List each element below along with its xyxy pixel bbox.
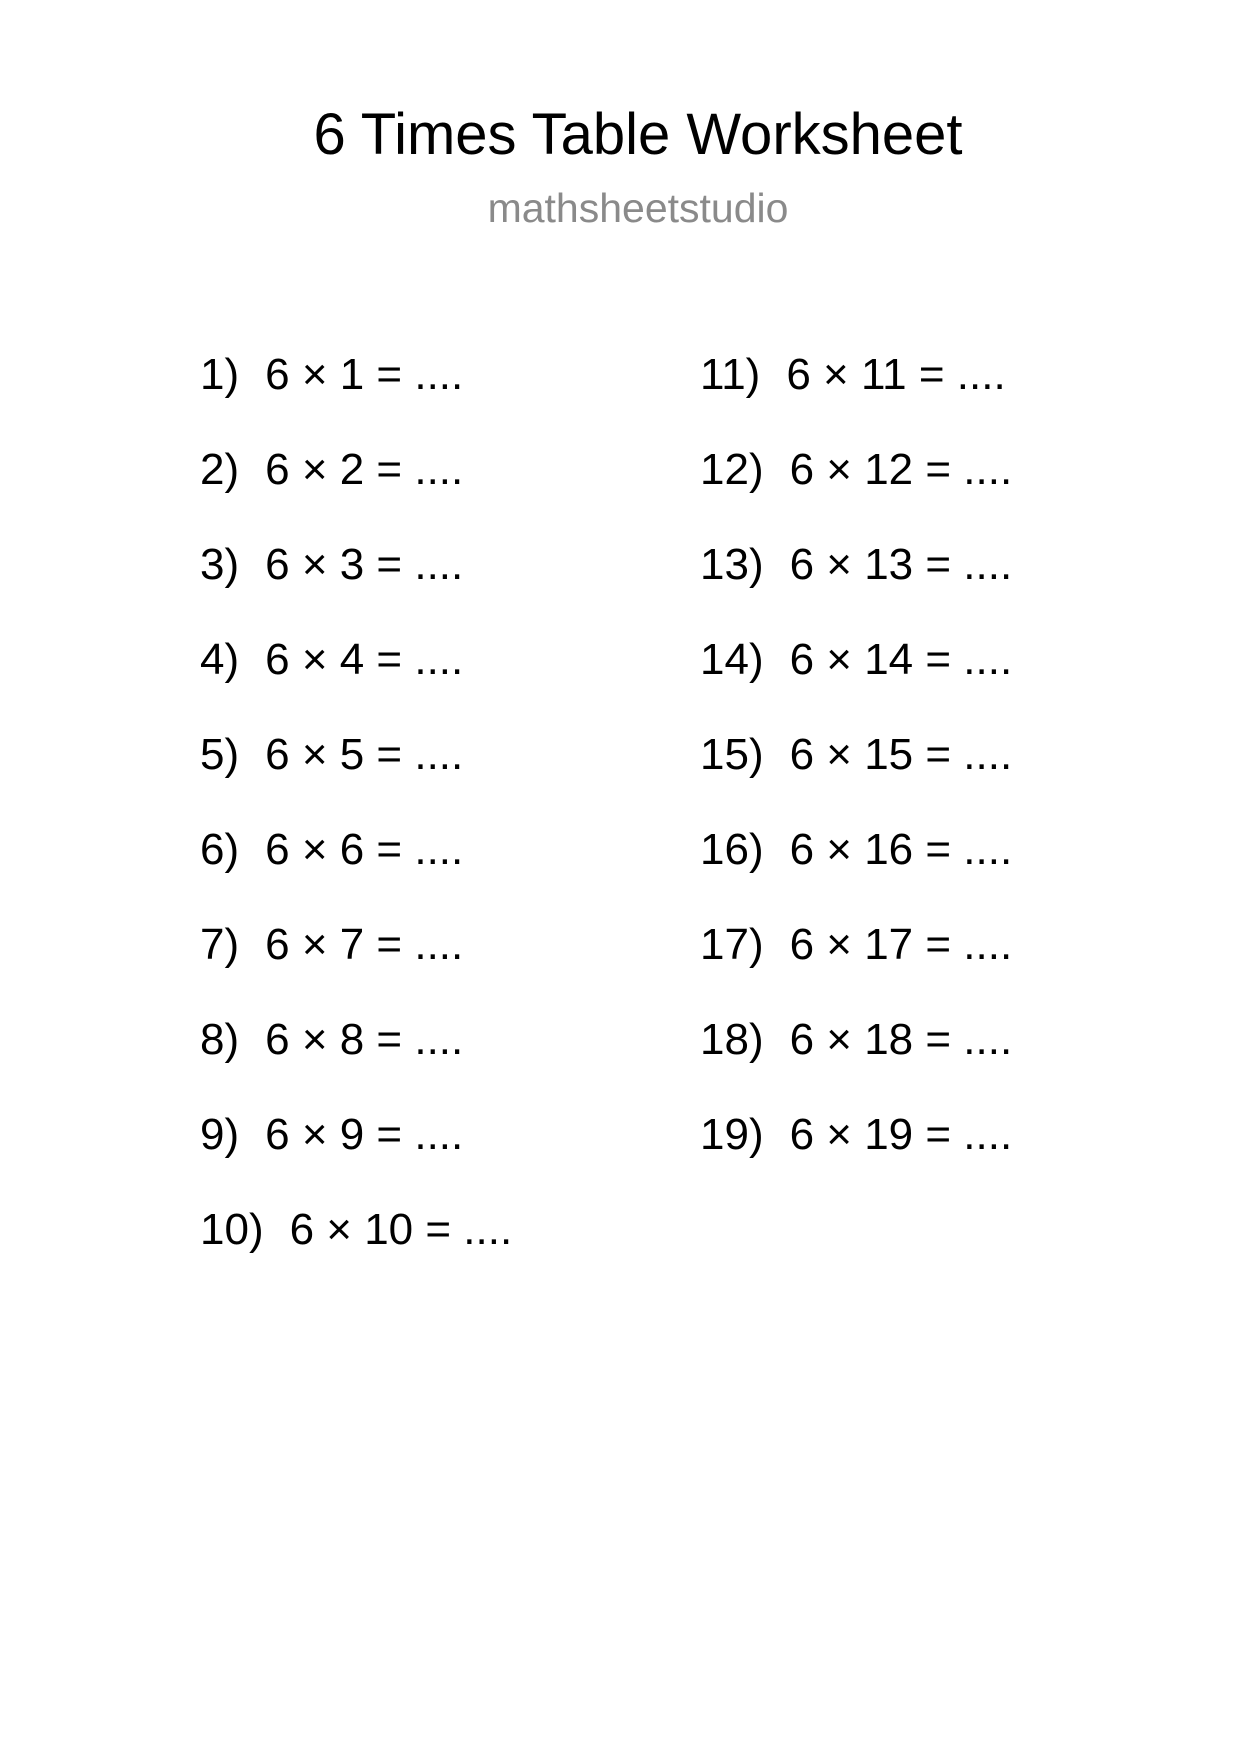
problem-expression: 6 × 1 = ....	[265, 350, 464, 399]
problem-item	[200, 535, 512, 630]
problem-number: 1)	[200, 350, 240, 399]
problem-item	[200, 1105, 512, 1200]
problem-expression: 6 × 12 = ....	[789, 445, 1013, 494]
problem-number: 2)	[200, 445, 240, 494]
problem-expression: 6 × 16 = ....	[789, 825, 1013, 874]
problem-expression: 6 × 8 = ....	[265, 1015, 464, 1064]
page-subtitle: mathsheetstudio	[487, 185, 789, 231]
problem-expression: 6 × 17 = ....	[789, 920, 1013, 969]
problem-expression: 6 × 18 = ....	[789, 1015, 1013, 1064]
problem-item	[200, 1010, 512, 1105]
problem-expression: 6 × 13 = ....	[789, 540, 1013, 589]
problem-item	[700, 1010, 1012, 1105]
problem-expression: 6 × 11 = ....	[786, 350, 1006, 399]
problem-expression: 6 × 6 = ....	[265, 825, 464, 874]
problem-number: 11)	[700, 350, 761, 399]
problem-number: 4)	[200, 635, 240, 684]
problem-number: 16)	[700, 825, 764, 874]
problem-item	[700, 725, 1012, 820]
problem-number: 7)	[200, 920, 240, 969]
problem-item	[700, 915, 1012, 1010]
problem-item	[700, 820, 1012, 915]
problem-expression: 6 × 4 = ....	[265, 635, 464, 684]
problem-number: 17)	[700, 920, 764, 969]
problem-expression: 6 × 19 = ....	[789, 1110, 1013, 1159]
problem-expression: 6 × 7 = ....	[265, 920, 464, 969]
problem-number: 19)	[700, 1110, 764, 1159]
problem-number: 9)	[200, 1110, 240, 1159]
problem-item	[700, 440, 1012, 535]
problem-item	[200, 725, 512, 820]
problem-expression: 6 × 14 = ....	[789, 635, 1013, 684]
problem-expression: 6 × 10 = ....	[289, 1205, 513, 1254]
page-title: 6 Times Table Worksheet	[313, 102, 963, 167]
problem-number: 6)	[200, 825, 240, 874]
problem-number: 15)	[700, 730, 764, 779]
problem-item	[200, 1200, 512, 1295]
problem-number: 18)	[700, 1015, 764, 1064]
problem-number: 13)	[700, 540, 764, 589]
problem-expression: 6 × 15 = ....	[789, 730, 1013, 779]
problem-number: 10)	[200, 1205, 264, 1254]
problem-number: 12)	[700, 445, 764, 494]
problems-column-right	[700, 345, 1012, 1200]
problem-number: 5)	[200, 730, 240, 779]
problem-item	[200, 440, 512, 535]
problem-item	[700, 1105, 1012, 1200]
problem-expression: 6 × 9 = ....	[265, 1110, 464, 1159]
problem-item	[700, 630, 1012, 725]
problems-column-left	[200, 345, 512, 1295]
problem-number: 8)	[200, 1015, 240, 1064]
problem-number: 14)	[700, 635, 764, 684]
problem-item	[200, 915, 512, 1010]
problem-item	[700, 345, 1012, 440]
problem-item	[200, 630, 512, 725]
problem-item	[200, 345, 512, 440]
problem-expression: 6 × 3 = ....	[265, 540, 464, 589]
problem-item	[700, 535, 1012, 630]
problem-expression: 6 × 5 = ....	[265, 730, 464, 779]
problem-item	[200, 820, 512, 915]
problem-expression: 6 × 2 = ....	[265, 445, 464, 494]
problem-number: 3)	[200, 540, 240, 589]
